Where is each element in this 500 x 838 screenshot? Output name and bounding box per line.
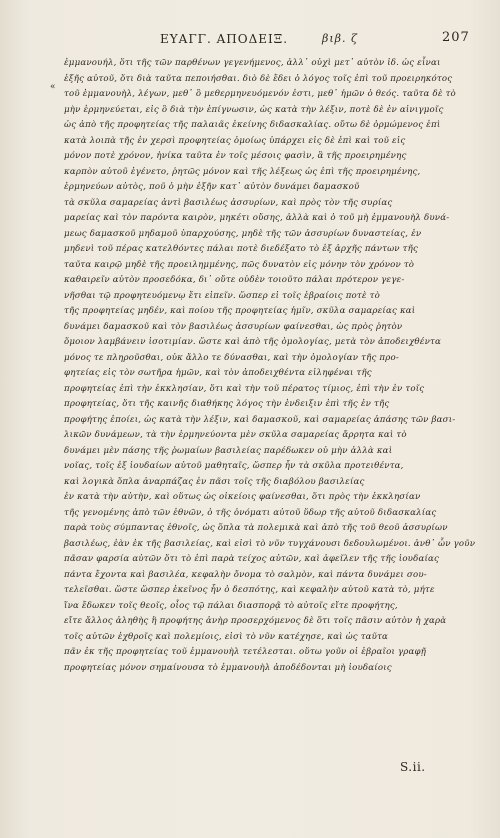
text-line: ἑρμηνεύων αὐτὸς, ποῦ ὁ μὴν ἐξῆν κατ᾽ αὐτὸν δυνάμει δαμασκοῦ — [64, 182, 360, 192]
signature-mark: S.ii. — [400, 760, 426, 774]
text-line: ἐν κατὰ τὴν αὐτὴν, καὶ οὕτως ὡς οἰκείοις φαίνεσθαι, ὅτι πρὸς τὴν ἐκκλησίαν — [64, 492, 421, 502]
running-head: ΕΥΑΓΓ. ΑΠΟΔΕΙΞ. — [160, 32, 289, 46]
text-line: τῆς γενομένης ἀπὸ τῶν ἐθνῶν, ὁ τῆς ὀνόματι αὐτοῦ ὕδωρ τῆς αὐτοῦ διδασκαλίας — [64, 507, 437, 518]
text-line: μόνος τε πληροῦσθαι, οὐκ ἄλλο τε δύνασθαι, καὶ τὴν ὁμολογίαν τῆς προ- — [64, 352, 399, 363]
text-line: πᾶν ἐκ τῆς προφητείας τοῦ ἐμμανουὴλ τετέλεσται. οὕτω γοῦν οἱ ἑβραῖοι γραφῇ — [64, 647, 427, 657]
text-line: εἴτε ἄλλος ἀληθὴς ἢ προφήτης ἀνὴρ προσερχόμενος δὲ ὅτι τοῖς πᾶσιν αὐτὸν ἡ χαρὰ — [64, 616, 447, 626]
text-line: τοῦ ἐμμανουὴλ, λέγων, μεθ᾽ ὃ μεθερμηνευόμενόν ἐστι, μεθ᾽ ἡμῶν ὁ θεός. ταῦτα δὲ τὸ — [64, 89, 456, 99]
text-line: τοῖς αὐτῶν ἐχθροῖς καὶ πολεμίοις, εἰσὶ τὸ νῦν κατέχησε, καὶ ὡς ταῦτα — [64, 631, 389, 642]
text-line: καρπὸν αὐτοῦ ἐγένετο, ῥητῶς μόνον καὶ τῆς λέξεως ὡς ἐπὶ τῆς προειρημένης, — [64, 166, 421, 177]
text-line: ὡς ἀπὸ τῆς προφητείας τῆς παλαιᾶς ἐκείνης διδασκαλίας. οὔτω δὲ ὁρμώμενος ἐπὶ — [64, 120, 441, 130]
text-line: ὅμοιον λαμβάνειν ἰσοτιμίαν. ὥστε καὶ ἀπὸ τῆς ὁμολογίας, μετὰ τὸν ἀποδειχθέντα — [64, 337, 441, 347]
text-line: πᾶσαν φαρσία αὐτῶν ὅτι τὸ ἐπὶ παρὰ τείχος αὐτῶν, καὶ ἀφεῖλεν τῆς τῆς ἰουδαίας — [64, 554, 440, 564]
book-number: βιβ. ζ — [322, 32, 358, 45]
text-line: μεως δαμασκοῦ μηδαμοῦ ὑπαρχούσης, μηδὲ τῆς τῶν ἀσσυρίων δυναστείας, ἐν — [64, 228, 422, 239]
text-line: προφητείας ἐπὶ τὴν ἐκκλησίαν, ὅτι καὶ τὴν τοῦ πέρατος τίμιος, ἐπὶ τὴν ἐν τοῖς — [64, 383, 425, 394]
text-line: προφήτης ἐποίει, ὡς κατὰ τὴν λέξιν, καὶ δαμασκοῦ, καὶ σαμαρείας ἁπάσης τῶν βασι- — [64, 414, 456, 425]
text-line: προφητείας, ὅτι τῆς καινῆς διαθήκης λόγος τὴν ἑνδειξιν ἐπὶ τῆς ἐν τῆς — [64, 399, 390, 409]
text-line: καθαιρεῖν αὐτὸν προσεδόκα, δι᾽ οὔτε οὐδὲν τοιοῦτο πάλαι πρότερον γεγε- — [64, 275, 405, 285]
text-line: νῆσθαι τῷ προφητευόμενῳ ἔτι εἰπεῖν. ὥσπερ εἰ τοῖς ἑβραίοις ποτὲ τὸ — [64, 290, 380, 301]
text-line: βασιλέως, ἐὰν ἐκ τῆς βασιλείας, καὶ εἰσὶ τὸ νῦν τυγχάνουσι δεδουλωμένοι. ἀνθ᾽ ὧν γοῦν — [64, 538, 476, 549]
margin-quotation-mark: « — [50, 82, 56, 92]
text-line: λικῶν δυνάμεων, τὰ τὴν ἑρμηνεύοντα μὲν σκῦλα σαμαρείας ἄρρητα καὶ τὸ — [64, 430, 407, 440]
text-line: καὶ λογικὰ ὅπλα ἀναρπάζας ἐν πᾶσι τοῖς τῆς διαβόλου βασιλείας — [64, 476, 365, 487]
text-line: κατὰ λοιπὰ τῆς ἐν χερσὶ προφητείας ὁμοίως ὑπάρχει εἰς δὲ ἐπὶ καὶ τοῦ εἰς — [64, 135, 406, 146]
body-text — [64, 56, 476, 676]
text-line: πάντα ἔχοντα καὶ βασιλέα, κεφαλὴν ὄνομα τὸ σαλμὸν, καὶ πάντα δυνάμει σου- — [64, 569, 427, 580]
text-line: μὴν ἑρμηνεύεται, εἰς ὃ διὰ τὴν ἐπίγνωσιν, ὡς κατὰ τὴν λέξιν, ποτὲ δὲ ἐν αἰνιγμοῖς — [64, 104, 444, 115]
text-line: προφητείας μόνον σημαίνουσα τὸ ἐμμανουὴλ ἀποδέδονται μὴ ἰουδαίοις — [64, 662, 392, 673]
text-line: τελεῖσθαι. ὥστε ὥσπερ ἐκεῖνος ἦν ὁ δεσπότης, καὶ κεφαλὴν αὐτοῦ κατὰ τὸ, μήτε — [64, 585, 435, 595]
text-line: δυνάμει δαμασκοῦ καὶ τὸν βασιλέως ἀσσυρίων φαίνεσθαι, ὡς πρὸς ῥητὸν — [64, 321, 403, 332]
text-line: τῆς προφητείας μηδέν, καὶ ποίου τῆς προφητείας ἡμῖν, σκῦλα σαμαρείας καὶ — [64, 306, 416, 316]
text-line: μηδενὶ τοῦ πέρας κατελθόντες πάλαι ποτὲ διεδέξατο τὸ ἐξ ἀρχῆς πάντων τῆς — [64, 244, 418, 254]
text-line: μόνον ποτὲ χρόνον, ἡνίκα ταῦτα ἐν τοῖς μέσοις φασὶν, ἃ τῆς προειρημένης — [64, 151, 407, 161]
page-number: 207 — [442, 30, 470, 45]
text-line: ταῦτα καιρῷ μηδὲ τῆς προειλημμένης, πῶς δυνατὸν εἰς μόνην τὸν χρόνον τὸ — [64, 259, 415, 270]
text-line: ἵνα ἔδωκεν τοῖς θεοῖς, οἷος τῷ πάλαι διασπορᾷ τὸ αὐτοῖς εἴτε προφήτης, — [64, 600, 398, 611]
text-line: μαρείας καὶ τὸν παρόντα καιρὸν, μηκέτι οὔσης, ἀλλὰ καὶ ὁ τοῦ μὴ ἐμμανουὴλ δυνά- — [64, 213, 450, 223]
page-header — [0, 26, 500, 50]
text-line: παρὰ τοὺς σύμπαντας ἐθνοῖς, ὡς ὅπλα τὰ πολεμικὰ καὶ ἀπὸ τῆς τοῦ θεοῦ ἀσσυρίων — [64, 523, 448, 533]
text-line: ἐμμανουήλ, ὅτι τῆς τῶν παρθένων γεγενήμενος, ἀλλ᾽ οὐχὶ μετ᾽ αὐτὸν ἰδ. ὡς εἶναι — [64, 58, 441, 68]
text-line: νοῖας, τοῖς ἐξ ἰουδαίων αὐτοῦ μαθηταῖς, ὥσπερ ἦν τὰ σκῦλα προτειθέντα, — [64, 461, 404, 471]
text-line: φητείας εἰς τὸν σωτῆρα ἡμῶν, καὶ τὸν ἀποδειχθέντα εἰληφέναι τῆς — [64, 368, 372, 378]
text-line: ἑξῆς αὐτοῦ, ὅτι διὰ ταῦτα πεποιήσθαι. διὸ δὲ ἔδει ὁ λόγος τοῖς ἐπὶ τοῦ προειρηκότος — [64, 73, 453, 84]
text-line: δυνάμει μὲν πάσης τῆς ῥωμαίων βασιλείας παρέδωκεν οὐ μὴν ἀλλὰ καὶ — [64, 445, 393, 456]
text-line: τὰ σκῦλα σαμαρείας ἀντὶ βασιλέως ἀσσυρίων, καὶ πρὸς τὸν τῆς συρίας — [64, 197, 393, 208]
